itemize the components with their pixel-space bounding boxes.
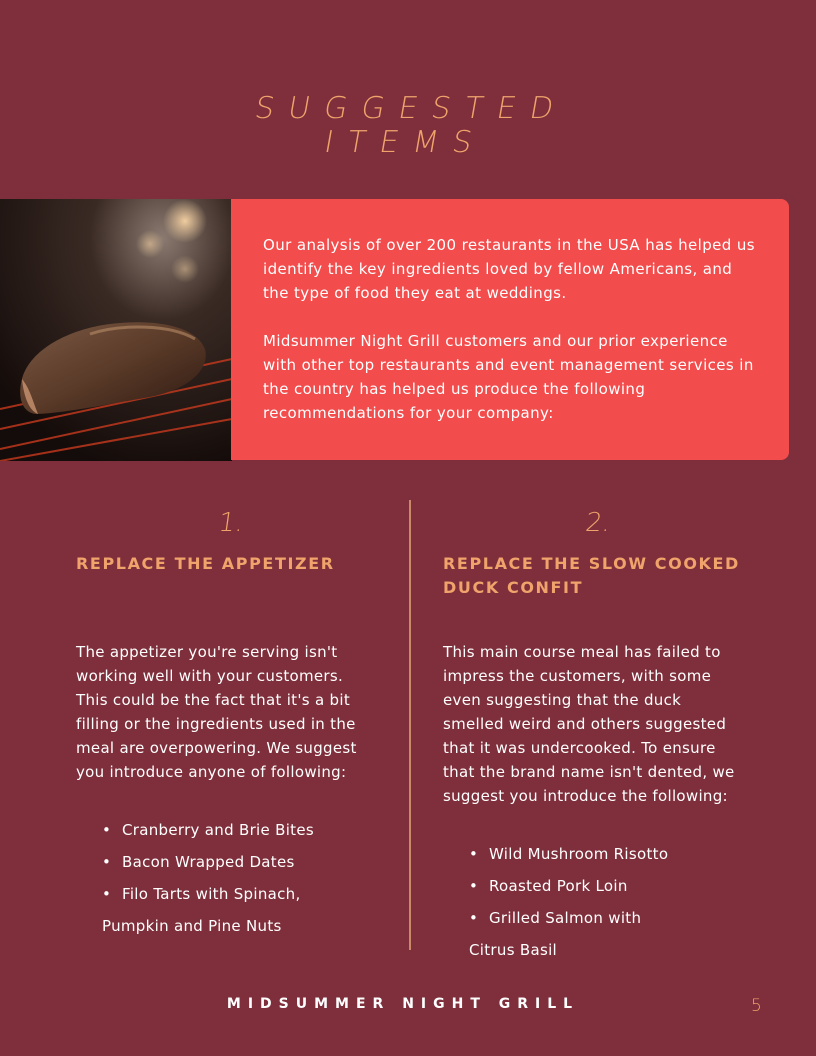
title-line-1: SUGGESTED <box>252 91 571 126</box>
list-item: • Cranberry and Brie Bites <box>102 821 314 839</box>
suggestion-body: The appetizer you're serving isn't working well with your customers. This could be the fact that it's a bit filling or the ingredients used in the meal are overpowering. We suggest you introduce anyone of following: <box>76 643 357 781</box>
page-title <box>0 92 816 160</box>
grilled-steak-photo <box>0 199 232 461</box>
list-item: • Filo Tarts with Spinach, <box>102 885 301 903</box>
footer-brand: MIDSUMMER NIGHT GRILL <box>226 996 580 1012</box>
suggestion-2 <box>443 506 743 966</box>
list-item: • Grilled Salmon with <box>469 909 642 927</box>
suggestion-1 <box>76 506 376 942</box>
page-number: 5 <box>751 996 762 1016</box>
title-line-2: ITEMS <box>321 125 489 160</box>
intro-panel <box>231 199 789 460</box>
suggestion-number: 2. <box>583 508 613 538</box>
list-item-continuation: Citrus Basil <box>469 941 558 959</box>
suggestion-body: This main course meal has failed to impress the customers, with some even suggesting that the duck smelled weird and others suggested that it was undercooked. To ensure that the brand name isn't dented, we suggest you introduce the following: <box>443 643 735 805</box>
list-item-continuation: Pumpkin and Pine Nuts <box>102 917 282 935</box>
suggestion-number: 1. <box>216 508 246 538</box>
list-item: • Wild Mushroom Risotto <box>469 845 669 863</box>
suggestion-list <box>76 814 376 910</box>
list-item: • Roasted Pork Loin <box>469 877 628 895</box>
column-divider <box>409 500 411 950</box>
list-item: • Bacon Wrapped Dates <box>102 853 295 871</box>
intro-paragraph-1: Our analysis of over 200 restaurants in the USA has helped us identify the key ingredients loved by fellow Americans, and the type of food they eat at weddings. <box>263 236 755 302</box>
suggestion-heading: REPLACE THE SLOW COOKED DUCK CONFIT <box>443 554 740 597</box>
intro-paragraph-2: Midsummer Night Grill customers and our prior experience with other top restaurants and event management services in the country has helped us produce the following recommendations for your company: <box>263 332 754 422</box>
suggestion-list <box>443 838 743 934</box>
suggestion-heading: REPLACE THE APPETIZER <box>76 554 335 573</box>
